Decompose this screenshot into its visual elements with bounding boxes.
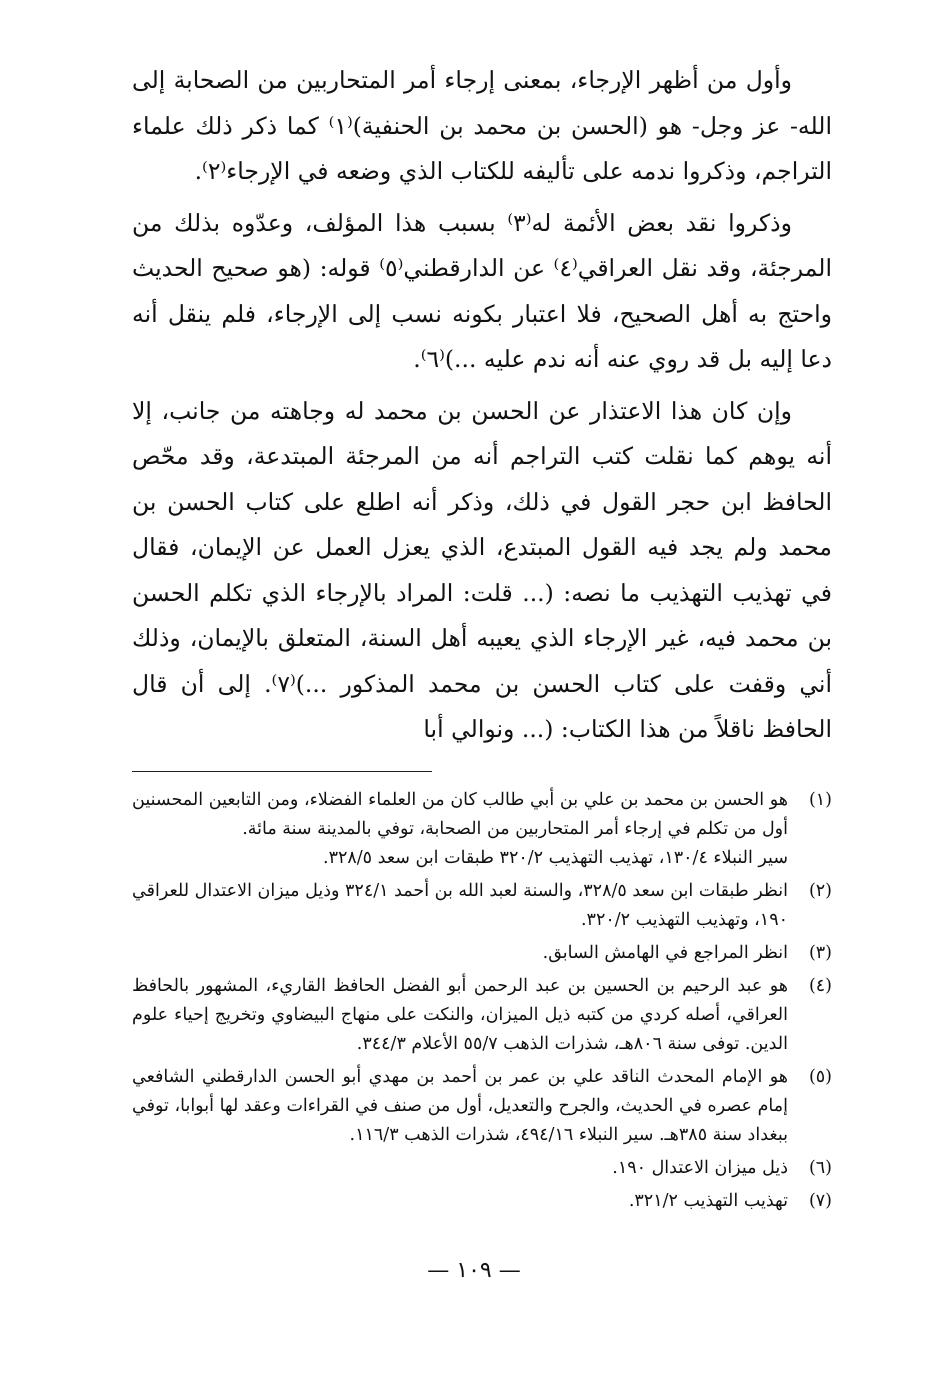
footnote-line: هو عبد الرحيم بن الحسين بن عبد الرحمن أبو الفضل الحافظ القاريء، المشهور بالحافظ العراقي، أصله كردي من كتبه ذيل الميزان، والنكت على منهاج البيضاوي وتخريج إحياء علوم الدين. توفى سنة ٨٠٦هـ، شذرات الذهب ٥٥/٧ الأعلام ٣٤٤/٣. [132,975,788,1054]
footnote-number: (١) [808,789,832,810]
footnote-4 [132,972,832,1059]
paragraph-2: وذكروا نقد بعض الأئمة له⁽٣⁾ بسبب هذا المؤلف، وعدّوه بذلك من المرجئة، وقد نقل العراقي⁽٤⁾ عن الدارقطني⁽٥⁾ قوله: (هو صحيح الحديث واحتج به أهل الصحيح، فلا اعتبار بكونه نسب إلى الإرجاء، فلم ينقل أنه دعا إليه بل قد روي عنه أنه ندم عليه ...)⁽٦⁾. [132,208,832,373]
footnote-number: (٢) [808,880,832,901]
footnote-body [132,939,788,968]
footnote-number: (٤) [808,975,832,996]
footnote-line: هو الإمام المحدث الناقد علي بن عمر بن أحمد بن مهدي أبو الحسن الدارقطني الشافعي إمام عصره في الحديث، والجرح والتعديل، أول من صنف في القراءات وعقد لها أبوابا، توفي ببغداد سنة ٣٨٥هـ. سير النبلاء ٤٩٤/١٦، شذرات الذهب ١١٦/٣. [132,1066,788,1145]
footnote-number: (٣) [808,942,832,963]
footnote-body [132,1063,788,1150]
footnote-divider [132,771,432,772]
footnote-2 [132,877,832,935]
footnote-body [132,786,788,873]
footnote-body [132,972,788,1059]
footnote-number: (٦) [808,1157,832,1178]
paragraph-1: وأول من أظهر الإرجاء، بمعنى إرجاء أمر المتحاربين من الصحابة إلى الله- عز وجل- هو (الحسن بن محمد بن الحنفية)⁽١⁾ كما ذكر ذلك علماء التراجم، وذكروا ندمه على تأليفه للكتاب الذي وضعه في الإرجاء⁽٢⁾. [132,66,833,185]
footnote-line: تهذيب التهذيب ٣٢١/٢. [628,1190,788,1211]
footnote-body [132,1154,788,1183]
page [132,58,832,1220]
footnote-line: ذيل ميزان الاعتدال ١٩٠. [612,1157,788,1178]
main-text [132,58,832,753]
footnote-7 [132,1187,832,1216]
page-number: — ١٠٩ — [427,1258,521,1283]
footnotes [132,786,832,1216]
footnote-3 [132,939,832,968]
footnote-6 [132,1154,832,1183]
footnote-line: انظر طبقات ابن سعد ٣٢٨/٥، والسنة لعبد الله بن أحمد ٣٢٤/١ وذيل ميزان الاعتدال للعراقي ١٩٠، وتهذيب التهذيب ٣٢٠/٢. [132,880,788,930]
footnote-line: هو الحسن بن محمد بن علي بن أبي طالب كان من العلماء الفضلاء، ومن التابعين المحسنين أول من تكلم في إرجاء أمر المتحاربين من الصحابة، توفي بالمدينة سنة مائة. [132,789,788,839]
footnote-number: (٧) [808,1190,832,1211]
footnote-5 [132,1063,832,1150]
footnote-body [132,877,788,935]
footnote-line: سير النبلاء ١٣٠/٤، تهذيب التهذيب ٣٢٠/٢ طبقات ابن سعد ٣٢٨/٥. [323,847,788,868]
footnote-1 [132,786,832,873]
footnote-body [132,1187,788,1216]
footnote-line: انظر المراجع في الهامش السابق. [542,942,788,963]
footnote-number: (٥) [808,1066,832,1087]
paragraph-3: وإن كان هذا الاعتذار عن الحسن بن محمد له وجاهته من جانب، إلا أنه يوهم كما نقلت كتب التراجم أنه من المرجئة المبتدعة، وقد محّص الحافظ ابن حجر القول في ذلك، وذكر أنه اطلع على كتاب الحسن بن محمد ولم يجد فيه القول المبتدع، الذي يعزل العمل عن الإيمان، فقال في تهذيب التهذيب ما نصه: (... قلت: المراد بالإرجاء الذي تكلم الحسن بن محمد فيه، غير الإرجاء الذي يعيبه أهل السنة، المتعلق بالإيمان، وذلك أني وقفت على كتاب الحسن بن محمد المذكور ...)⁽٧⁾. إلى أن قال الحافظ ناقلاً من هذا الكتاب: (... ونوالي أبا [132,396,833,743]
